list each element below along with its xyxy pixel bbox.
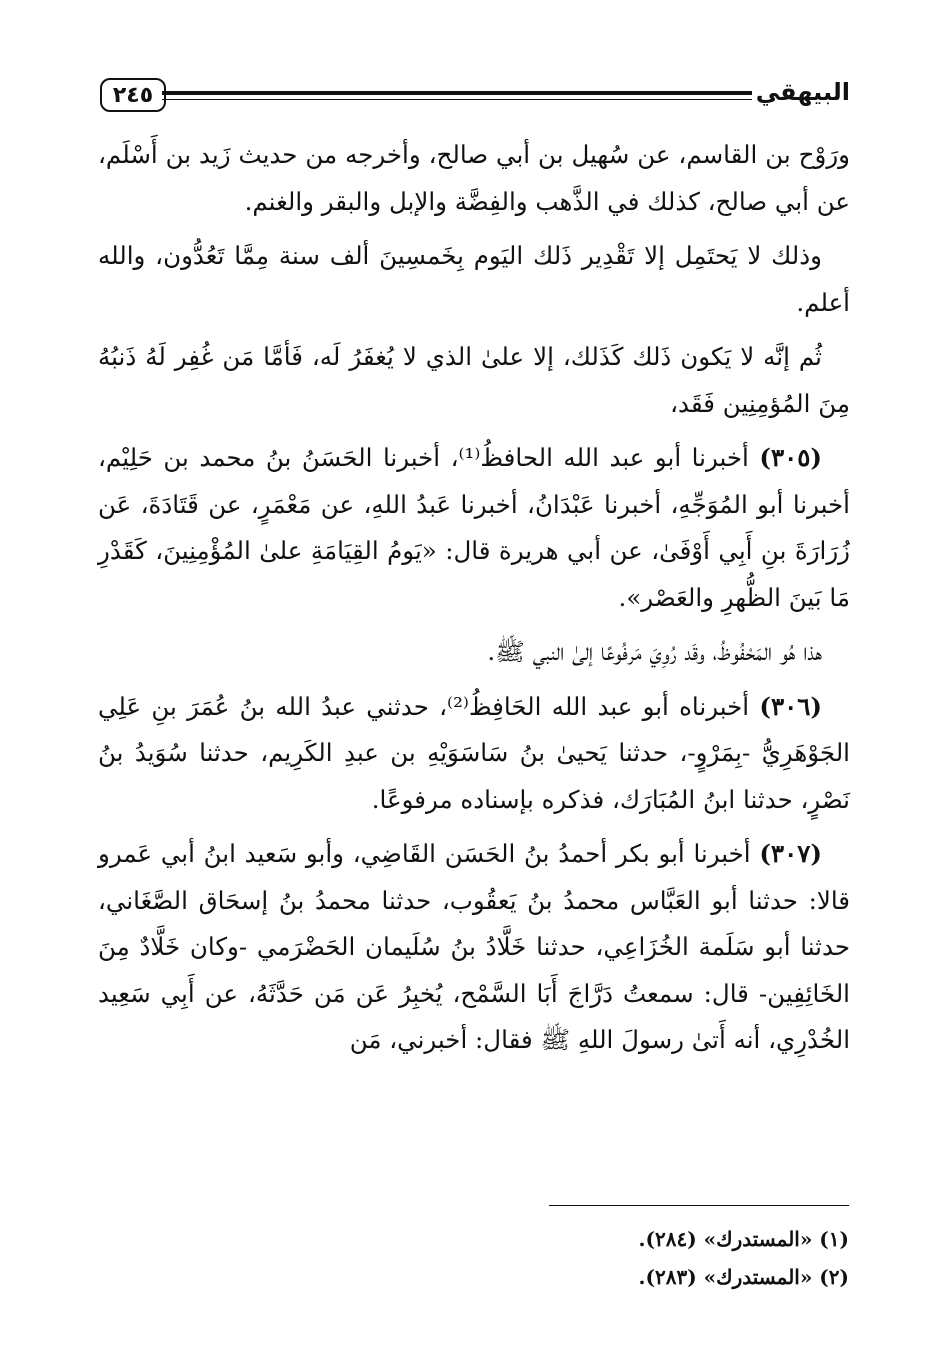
paragraph-5: هذا هُو المَحْفُوظُ، وقَد رُوِيَ مَرفُوعًا إلىٰ النبي ﷺ. — [487, 637, 822, 666]
footnote-2: (٢) «المستدرك» (٢٨٣). — [638, 1265, 849, 1289]
hadith-305 — [98, 435, 850, 621]
hadith-number-306: (٣٠٦) — [759, 691, 823, 721]
footnote-1: (١) «المستدرك» (٢٨٤). — [638, 1227, 849, 1251]
hadith-number-305: (٣٠٥) — [759, 443, 823, 472]
page-header — [100, 74, 850, 120]
main-text — [98, 132, 850, 1072]
hadith-306-text: أخبرناه أبو عبد الله الحَافِظُ⁽²⁾، حدثني عبدُ الله بنُ عُمَرَ بنِ عَلِي الجَوْهَرِيُّ -بِمَرْوٍ-، حدثنا يَحيىٰ بنُ سَاسَوَيْهِ بن عبدِ الكَرِيم، حدثنا سُوَيدُ بنُ نَصْرٍ، حدثنا ابنُ المُبَارَك، فذكره بإسناده مرفوعًا. — [98, 691, 850, 814]
page-number — [100, 78, 166, 112]
hadith-number-307: (٣٠٧) — [759, 839, 822, 868]
paragraph-1: ورَوْح بن القاسم، عن سُهيل بن أبي صالح، وأخرجه من حديث زَيد بن أَسْلَم، عن أبي صالح، كذلك في الذَّهب والفِضَّة والإبل والبقر والغنم. — [98, 140, 850, 216]
header-rule-thin — [162, 99, 752, 100]
page-number-text: ٢٤٥ — [112, 82, 154, 108]
header-rule-thick — [162, 91, 752, 95]
paragraph-3: ثُم إنَّه لا يَكون ذَلك كَذَلك، إلا علىٰ الذي لا يُغفَرُ لَه، فَأمَّا مَن غُفِر لَهُ ذَنبُهُ مِنَ المُؤمِنِين فَقَد، — [98, 342, 850, 418]
hadith-307 — [98, 831, 850, 1064]
footnote-separator — [549, 1205, 849, 1206]
book-title: البيهقي — [755, 78, 850, 106]
hadith-307-text: أخبرنا أبو بكر أحمدُ بنُ الحَسَن القَاضِي، وأبو سَعيد ابنُ أبي عَمرو قالا: حدثنا أبو العَبَّاس محمدُ بنُ يَعقُوب، حدثنا محمدُ بنُ إسحَاق الصَّغَاني، حدثنا أبو سَلَمة الخُزَاعِي، حدثنا خَلَّادُ بنُ سُلَيمان الحَضْرَمي -وكان خَلَّادٌ مِنَ الخَائِفِين- قال: سمعتُ دَرَّاجَ أَبَا السَّمْح، يُخبِرُ عَن مَن حَدَّثَهُ، عن أَبِي سَعِيد الخُدْرِي، أنه أَتىٰ رسولَ اللهِ ﷺ فقال: أخبرني، مَن — [98, 839, 850, 1054]
hadith-306 — [98, 684, 850, 824]
footnotes — [97, 1220, 849, 1296]
paragraph-2: وذلك لا يَحتَمِل إلا تَقْدِير ذَلك اليَوم بِخَمسِينَ ألف سنة مِمَّا تَعُدُّون، والله أعلم. — [98, 241, 850, 317]
hadith-305-text: أخبرنا أبو عبد الله الحافظُ⁽¹⁾، أخبرنا الحَسَنُ بنُ محمد بن حَلِيْم، أخبرنا أبو المُوَجِّهِ، أخبرنا عَبْدَانُ، أخبرنا عَبدُ اللهِ، عن مَعْمَرٍ، عن قَتَادَةَ، عَن زُرَارَةَ بنِ أَبِي أَوْفَىٰ، عن أبي هريرة قال: «يَومُ القِيَامَةِ علىٰ المُؤْمِنِينَ، كَقَدْرِ مَا بَينَ الظُّهرِ والعَصْر». — [98, 443, 850, 612]
